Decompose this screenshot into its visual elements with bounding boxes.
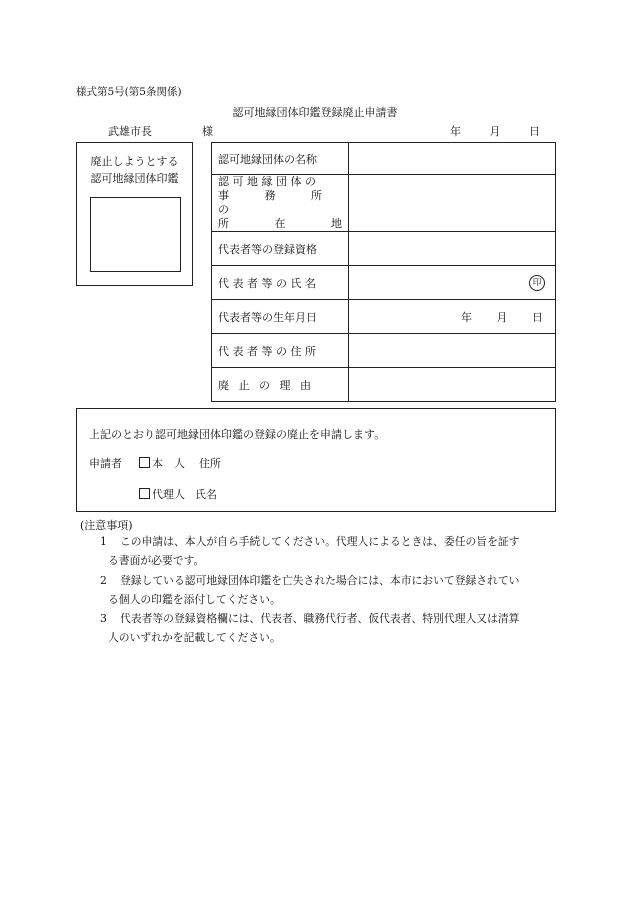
note-number: 3 <box>100 612 107 625</box>
field-group-name[interactable] <box>349 143 556 175</box>
label-office-address-text1: 認 可 地 縁 団 体 の <box>218 175 316 188</box>
field-qualification[interactable] <box>349 232 556 266</box>
table-row-group-name <box>212 143 556 175</box>
table-row-qualification <box>212 232 556 266</box>
honorific: 様 <box>202 125 213 138</box>
applicant-label: 申請者 <box>89 457 122 470</box>
note-text <box>100 609 556 647</box>
application-date <box>450 123 540 139</box>
note-number: 2 <box>100 574 107 587</box>
date-month-label: 月 <box>489 125 501 138</box>
field-reason[interactable] <box>349 368 556 402</box>
option-self-row <box>139 455 221 471</box>
label-office-address-line3 <box>218 217 342 231</box>
seal-mark-icon: 印 <box>529 275 545 291</box>
note-line2: る書面が必要です。 <box>108 554 205 567</box>
birthdate-units <box>461 309 543 325</box>
note-line2: 人のいずれかを記載してください。 <box>108 631 281 644</box>
note-line1: 登録している認可地縁団体印鑑を亡失された場合には、本市において登録されてい <box>120 574 520 587</box>
note-item-3 <box>100 609 556 647</box>
label-office-address-text3: 所 在 地 <box>218 217 342 230</box>
seal-caption-line2: 認可地縁団体印鑑 <box>90 172 179 185</box>
date-day-label: 日 <box>529 125 540 138</box>
name-label: 氏名 <box>195 488 217 501</box>
application-table <box>211 142 556 402</box>
addressee: 武雄市長 <box>108 125 152 138</box>
label-office-address <box>212 175 349 232</box>
field-representative-name[interactable] <box>349 266 556 300</box>
birth-day-label: 日 <box>532 310 543 324</box>
option-agent-row <box>139 486 217 502</box>
notes-heading: (注意事項) <box>80 519 133 532</box>
table-row-representative-address <box>212 334 556 368</box>
label-qualification: 代表者等の登録資格 <box>212 232 349 266</box>
note-item-2 <box>100 571 556 609</box>
birth-year-label: 年 <box>461 310 472 324</box>
seal-caption-line1: 廃止しようとする <box>90 155 179 168</box>
label-office-address-line1 <box>218 175 342 189</box>
label-group-name: 認可地縁団体の名称 <box>212 143 349 175</box>
label-reason: 廃 止 の 理 由 <box>212 368 349 402</box>
table-row-office-address <box>212 175 556 232</box>
date-year-label: 年 <box>450 125 461 138</box>
seal-caption <box>77 153 192 187</box>
label-birthdate: 代表者等の生年月日 <box>212 300 349 334</box>
label-representative-address: 代 表 者 等 の 住 所 <box>212 334 349 368</box>
option-agent-label: 代理人 <box>152 488 185 501</box>
label-office-address-text2: 事 務 所 の <box>218 189 322 216</box>
checkbox-agent[interactable] <box>139 488 150 499</box>
declaration-text: 上記のとおり認可地縁団体印鑑の登録の廃止を申請します。 <box>89 428 386 441</box>
seal-impression-box <box>76 142 193 286</box>
form-id: 様式第5号(第5条関係) <box>76 86 182 98</box>
note-number: 1 <box>100 535 107 548</box>
label-office-address-line2 <box>218 189 342 217</box>
seal-impression-area[interactable] <box>90 197 181 272</box>
birth-month-label: 月 <box>496 310 508 324</box>
field-office-address[interactable] <box>349 175 556 232</box>
declaration-box <box>76 408 556 512</box>
address-label: 住所 <box>199 457 221 470</box>
label-representative-name: 代 表 者 等 の 氏 名 <box>212 266 349 300</box>
note-line2: る個人の印鑑を添付してください。 <box>108 593 281 606</box>
note-line1: 代表者等の登録資格欄には、代表者、職務代行者、仮代表者、特別代理人又は清算 <box>120 612 520 625</box>
table-row-representative-name <box>212 266 556 300</box>
note-item-1 <box>100 532 556 570</box>
field-representative-address[interactable] <box>349 334 556 368</box>
option-self-label: 本 人 <box>152 457 185 470</box>
note-text <box>100 571 556 609</box>
note-text <box>100 532 556 570</box>
field-birthdate[interactable] <box>349 300 556 334</box>
table-row-reason <box>212 368 556 402</box>
checkbox-self[interactable] <box>139 457 150 468</box>
document-title: 認可地縁団体印鑑登録廃止申請書 <box>232 106 398 119</box>
table-row-birthdate <box>212 300 556 334</box>
note-line1: この申請は、本人が自ら手続してください。代理人によるときは、委任の旨を証す <box>120 535 520 548</box>
